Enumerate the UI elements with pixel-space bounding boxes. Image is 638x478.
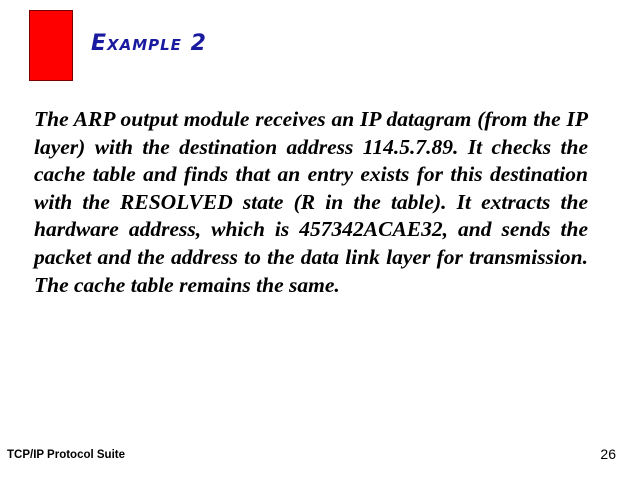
slide-body-text: The ARP output module receives an IP datagram (from the IP layer) with the destination address 114.5.7.89. It checks the cache table and finds that an entry exists for this destination with the RESOLVED state (R in the table). It extracts the hardware address, which is 457342ACAE32, and sends the packet and the address to the data link layer for transmission. The cache table remains the same. (34, 107, 588, 297)
footer-label: TCP/IP Protocol Suite (7, 449, 125, 461)
slide-title: Example 2 (91, 31, 207, 56)
page-number: 26 (600, 446, 616, 462)
title-accent-box (29, 10, 73, 81)
